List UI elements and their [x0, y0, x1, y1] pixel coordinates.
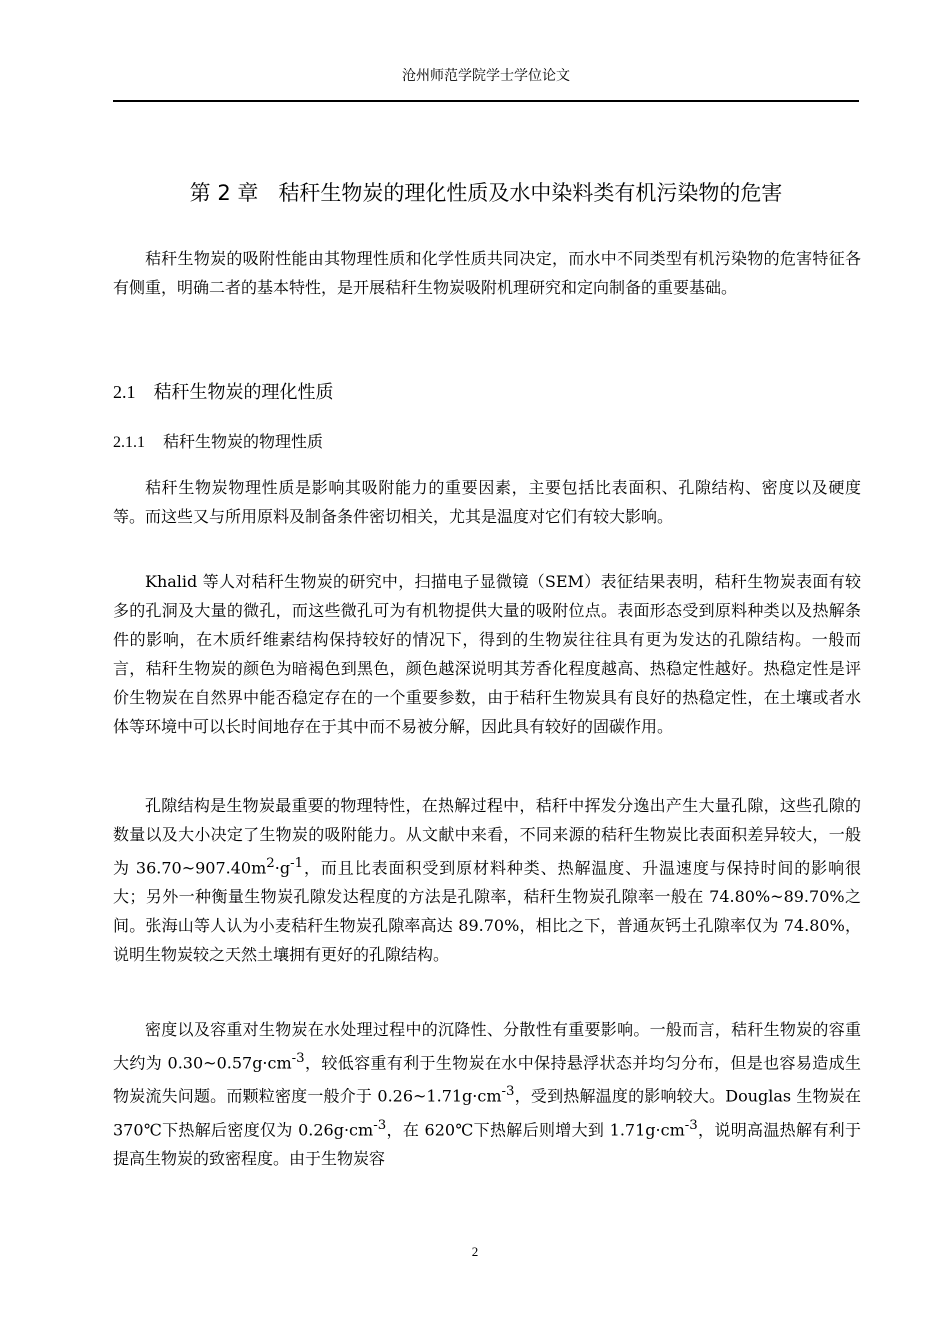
page-number: 2: [471, 1244, 479, 1259]
p4-text-c: ，受到热解温度的影响较大。Douglas 生物炭在 370℃下热解后密度仅为 0.26g·cm: [113, 1086, 861, 1139]
chapter-title: [113, 178, 859, 208]
p3-text-c: ，而且比表面积受到原材料种类、热解温度、升温速度与保持时间的影响很大；另外一种衡量生物炭孔隙发达程度的方法是孔隙率，秸秆生物炭孔隙率一般在 74.80%~89.70%之间。张海山等人认为小麦秸秆生物炭孔隙率高达 89.70%，相比之下，普通灰钙土孔隙率仅为 74.80%，说明生物炭较之天然土壤拥有更好的孔隙结构。: [113, 858, 861, 965]
subsection-heading-2-1-1: [113, 428, 323, 457]
p3-sup-2: -1: [290, 856, 304, 871]
section-title: 秸秆生物炭的理化性质: [153, 382, 334, 403]
p4-sup-3: -3: [373, 1117, 387, 1133]
chapter-title-text: 秸秆生物炭的理化性质及水中染料类有机污染物的危害: [278, 181, 783, 205]
subsection-number: 2.1.1: [113, 434, 145, 451]
running-header: 沧州师范学院学士学位论文: [402, 68, 570, 84]
p4-text-d: ，在 620℃下热解后则增大到 1.71g·cm: [386, 1119, 685, 1139]
section-number: 2.1: [113, 382, 136, 402]
p4-sup-1: -3: [291, 1051, 305, 1066]
p4-text-a: 密度以及容重对生物炭在水处理过程中的沉降性、分散性有重要影响。一般而言，秸秆生物炭的容重大约为 0.30~0.57g·cm: [113, 1020, 861, 1073]
p4-text-b: ，较低容重有利于生物炭在水中保持悬浮状态并均匀分布，但是也容易造成生物炭流失问题。而颗粒密度一般介于 0.26~1.71g·cm: [113, 1053, 861, 1106]
body-paragraph-1: 秸秆生物炭物理性质是影响其吸附能力的重要因素，主要包括比表面积、孔隙结构、密度以及硬度等。而这些又与所用原料及制备条件密切相关，尤其是温度对它们有较大影响。: [113, 478, 861, 526]
header-rule: [113, 100, 859, 102]
chapter-intro-paragraph: 秸秆生物炭的吸附性能由其物理性质和化学性质共同决定，而水中不同类型有机污染物的危害特征各有侧重，明确二者的基本特性，是开展秸秆生物炭吸附机理研究和定向制备的重要基础。: [113, 249, 861, 297]
subsection-title: 秸秆生物炭的物理性质: [163, 432, 324, 451]
section-heading-2-1: [113, 378, 334, 407]
body-paragraph-2: Khalid 等人对秸秆生物炭的研究中，扫描电子显微镜（SEM）表征结果表明，秸秆生物炭表面有较多的孔洞及大量的微孔，而这些微孔可为有机物提供大量的吸附位点。表面形态受到原料种类以及热解条件的影响，在木质纤维素结构保持较好的情况下，得到的生物炭往往具有更为发达的孔隙结构。一般而言，秸秆生物炭的颜色为暗褐色到黑色，颜色越深说明其芳香化程度越高、热稳定性越好。热稳定性是评价生物炭在自然界中能否稳定存在的一个重要参数，由于秸秆生物炭具有良好的热稳定性，在土壤或者水体等环境中可以长时间地存在于其中而不易被分解，因此具有较好的固碳作用。: [113, 572, 861, 736]
body-paragraph-4: [113, 1015, 861, 1173]
p3-sup-1: 2: [266, 856, 275, 871]
p4-text-e: ，说明高温热解有利于提高生物炭的致密程度。由于生物炭容: [113, 1119, 861, 1168]
body-paragraph-3: [113, 791, 861, 969]
p3-text-a: 孔隙结构是生物炭最重要的物理特性，在热解过程中，秸秆中挥发分逸出产生大量孔隙，这些孔隙的数量以及大小决定了生物炭的吸附能力。从文献中来看，不同来源的秸秆生物炭比表面积差异较大，一般为 36.70~907.40m: [113, 796, 861, 878]
p4-sup-2: -3: [501, 1084, 515, 1100]
chapter-number: 第 2 章: [189, 181, 259, 205]
p4-sup-4: -3: [684, 1117, 698, 1133]
p3-text-b: ·g: [274, 858, 291, 878]
